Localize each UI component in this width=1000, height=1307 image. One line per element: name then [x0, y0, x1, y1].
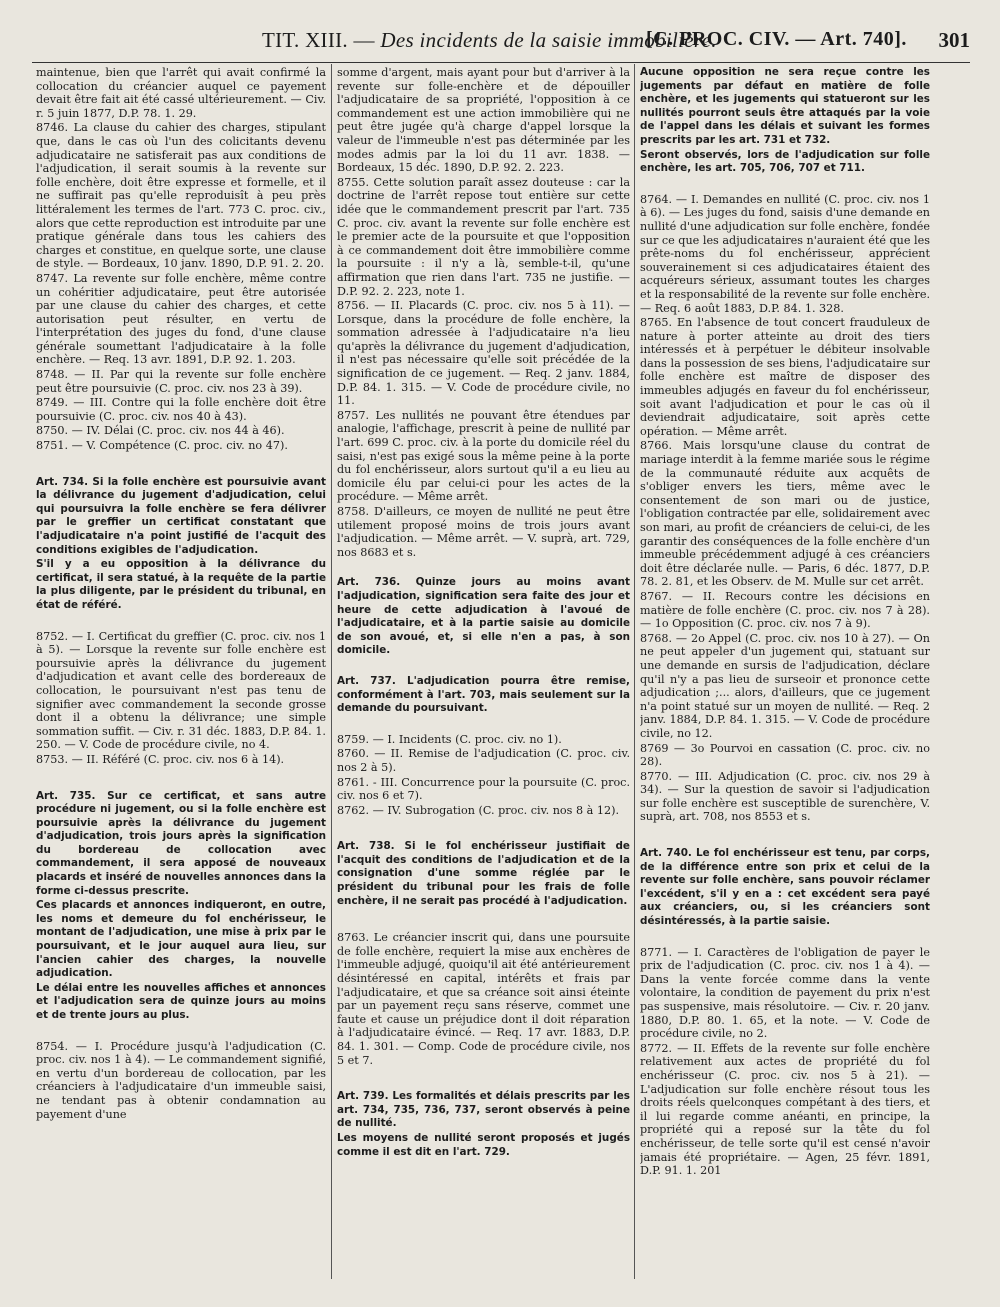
paragraph: 8747. La revente sur folle enchère, même contre un cohéritier adjudicataire, peut être autorisée par une clause du cahier des charges, et cette autorisation peut résulter, en vertu de l'interprétation des juges du fond, d'une clause générale soumettant l'adjudicataire à la folle enchère. — Req. 13 avr. 1891, D.P. 92. 1. 203.	[36, 271, 326, 367]
article-text: Le délai entre les nouvelles affiches et annonces et l'adjudication sera de quinze jours au moins et de trente jours au plus.	[36, 981, 326, 1021]
paragraph: 8756. — II. Placards (C. proc. civ. nos 5 à 11). — Lorsque, dans la procédure de folle enchère, la sommation adressée à l'adjudicataire n'a lieu qu'après la délivrance du jugement d'adjudication, il n'est pas nécessaire qu'elle soit précédée de la signification de ce jugement. — Req. 2 janv. 1884, D.P. 84. 1. 315. — V. Code de procédure civile, no 11.	[337, 299, 630, 408]
article-text: Art. 740. Le fol enchérisseur est tenu, par corps, de la différence entre son prix et celui de la revente sur folle enchère, sans pouvoir réclamer l'excédent, s'il y en a : cet excédent sera payé aux créanciers, ou, si les créanciers sont désintéressés, à la partie saisie.	[640, 847, 930, 928]
paragraph: 8761. - III. Concurrence pour la poursuite (C. proc. civ. nos 6 et 7).	[337, 775, 630, 803]
paragraph: 8760. — II. Remise de l'adjudication (C. proc. civ. nos 2 à 5).	[337, 747, 630, 774]
spacer	[337, 717, 630, 733]
column-left	[36, 66, 326, 1281]
paragraph: 8766. Mais lorsqu'une clause du contrat de mariage interdit à la femme mariée sous le régime de la communauté réduite aux acquêts de s'obliger envers les tiers, même avec le consentement de son mari ou de justice, l'obligation contractée par elle, solidairement avec son mari, au profit de créanciers de celui-ci, de les garantir des conséquences de la folle enchère d'un immeuble précédemment adjugé à ces créanciers doit être déclarée nulle. — Paris, 6 déc. 1877, D.P. 78. 2. 81, et les Observ. de M. Mulle sur cet arrêt.	[640, 439, 930, 589]
title-part: TIT. XIII. —	[262, 28, 375, 52]
paragraph: 8767. — II. Recours contre les décisions en matière de folle enchère (C. proc. civ. nos 7 à 28). — 1o Opposition (C. proc. civ. nos 7 à 9).	[640, 589, 930, 631]
paragraph: 8755. Cette solution paraît assez douteuse : car la doctrine de l'arrêt repose tout entière sur cette idée que le commandement prescrit par l'art. 735 C. proc. civ. avant la revente sur folle enchère est le premier acte de la poursuite et que l'opposition à ce commandement doit être immobilière comme la poursuite : il n'y a là, semble-t-il, qu'une affirmation que rien dans l'art. 735 ne justifie. — D.P. 92. 2. 223, note 1.	[337, 175, 630, 298]
column-divider-2	[634, 64, 635, 1279]
article-text: Art. 735. Sur ce certificat, et sans autre procédure ni jugement, ou si la folle enchère est poursuivie après la délivrance du jugement d'adjudication, trois jours après la signification du bordereau de collocation avec commandement, il sera apposé de nouveaux placards et inséré de nouvelles annonces dans la forme ci-dessus prescrite.	[36, 789, 326, 897]
spacer	[337, 818, 630, 840]
paragraph: 8769 — 3o Pourvoi en cassation (C. proc. civ. no 28).	[640, 741, 930, 769]
paragraph: 8753. — II. Référé (C. proc. civ. nos 6 à 14).	[36, 752, 285, 766]
paragraph: 8762. — IV. Subrogation (C. proc. civ. nos 8 à 12).	[337, 803, 619, 817]
article-text: Ces placards et annonces indiqueront, en outre, les noms et demeure du fol enchérisseur, le montant de l'adjudication, une mise à prix par le poursuivant, et le jour auquel aura lieu, sur l'ancien cahier des charges, la nouvelle adjudication.	[36, 899, 326, 980]
article-text: Aucune opposition ne sera reçue contre les jugements par défaut en matière de folle enchère, et les jugements qui statueront sur les nullités pourront seuls être attaqués par la voie de l'appel dans les délais et suivant les formes prescrits par les art. 731 et 732.	[640, 66, 930, 146]
column-divider-1	[331, 64, 332, 1279]
paragraph: 8758. D'ailleurs, ce moyen de nullité ne peut être utilement proposé moins de trois jours avant l'adjudication. — Même arrêt. — V. suprà, art. 729, nos 8683 et s.	[337, 505, 630, 559]
spacer	[640, 177, 930, 193]
article-reference: [C. PROC. CIV. — Art. 740].	[646, 28, 907, 50]
paragraph: 8770. — III. Adjudication (C. proc. civ. nos 29 à 34). — Sur la question de savoir si l'adjudication sur folle enchère est susceptible de surenchère, V. suprà, art. 708, nos 8553 et s.	[640, 769, 930, 824]
column-middle	[337, 66, 630, 1281]
title-italic: Des incidents de la saisie immobilière.	[380, 28, 717, 52]
paragraph: 8772. — II. Effets de la revente sur folle enchère relativement aux actes de propriété du fol enchérisseur (C. proc. civ. nos 5 à 21). — L'adjudication sur folle enchère résout tous les droits réels quelconques compétant à des tiers, et il lui regarde comme anéanti, en principe, la propriété qui a reposé sur la tête du fol enchérisseur, de telle sorte qu'il est censé n'avoir jamais été propriétaire. — Agen, 25 févr. 1891, D.P. 91. 1. 201	[640, 1041, 930, 1178]
article-text: Art. 734. Si la folle enchère est poursuivie avant la délivrance du jugement d'adjudication, celui qui poursuivra la folle enchère se fera délivrer par le greffier un certificat constatant que l'adjudicataire n'a point justifié de l'acquit des conditions exigibles de l'adjudication.	[36, 475, 326, 556]
article-text: S'il y a eu opposition à la délivrance du certificat, il sera statué, à la requête de la partie la plus diligente, par le président du tribunal, en état de référé.	[36, 558, 326, 611]
spacer	[640, 930, 930, 946]
paragraph: 8750. — IV. Délai (C. proc. civ. nos 44 à 46).	[36, 424, 285, 438]
paragraph: 8754. — I. Procédure jusqu'à l'adjudication (C. proc. civ. nos 1 à 4). — Le commandement signifié, en vertu d'un bordereau de collocation, par les créanciers à l'adjudicataire d'un immeuble saisi, ne tendant pas à obtenir condamnation au payement d'une	[36, 1039, 326, 1121]
paragraph: 8749. — III. Contre qui la folle enchère doit être poursuivie (C. proc. civ. nos 40 à 43).	[36, 396, 326, 423]
paragraph: 8765. En l'absence de tout concert frauduleux de nature à porter atteinte au droit des tiers intéressés et à perpétuer le débiteur insolvable dans la possession de ses biens, l'adjudicataire sur folle enchère est maître de disposer des immeubles adjugés en faveur du fol enchérisseur, soit avant l'adjudication et pour le cas où il deviendrait adjudicataire, soit après cette opération. — Même arrêt.	[640, 316, 930, 438]
spacer	[36, 1024, 326, 1040]
paragraph: 8763. Le créancier inscrit qui, dans une poursuite de folle enchère, requiert la mise aux enchères de l'immeuble adjugé, quoiqu'il ait été antérieurement désintéressé en capital, intérêts et frais par l'adjudicataire, et que sa créance soit ainsi éteinte par un payement reçu sans réserve, commet une faute et cause un préjudice dont il doit réparation à l'adjudicataire évincé. — Req. 17 avr. 1883, D.P. 84. 1. 301. — Comp. Code de procédure civile, nos 5 et 7.	[337, 931, 630, 1067]
spacer	[640, 825, 930, 847]
article-text: Les moyens de nullité seront proposés et jugés comme il est dit en l'art. 729.	[337, 1131, 630, 1158]
paragraph: 8759. — I. Incidents (C. proc. civ. no 1).	[337, 732, 562, 746]
paragraph: 8757. Les nullités ne pouvant être étendues par analogie, l'affichage, prescrit à peine de nullité par l'art. 699 C. proc. civ. à la porte du domicile réel du saisi, n'est pas exigé sous la même peine à la porte du fol enchérisseur, alors surtout qu'il a eu lieu au domicile élu par celui-ci pour les actes de la procédure. — Même arrêt.	[337, 408, 630, 504]
paragraph: 8771. — I. Caractères de l'obligation de payer le prix de l'adjudication (C. proc. civ. nos 1 à 4). — Dans la vente forcée comme dans la vente volontaire, la condition de payement du prix n'est pas suspensive, mais résolutoire. — Civ. r. 20 janv. 1880, D.P. 80. 1. 65, et la note. — V. Code de procédure civile, no 2.	[640, 945, 930, 1041]
paragraph: 8768. — 2o Appel (C. proc. civ. nos 10 à 27). — On ne peut appeler d'un jugement qui, statuant sur une demande en sursis de l'adjudication, déclare qu'il n'y a pas lieu de surseoir et prononce cette adjudication ;... alors, d'ailleurs, que ce jugement n'a point statué sur un moyen de nullité. — Req. 2 janv. 1884, D.P. 84. 1. 315. — V. Code de procédure civile, no 12.	[640, 631, 930, 740]
spacer	[36, 768, 326, 790]
spacer	[337, 909, 630, 931]
spacer	[36, 614, 326, 630]
column-right	[640, 66, 930, 1281]
paragraph: 8748. — II. Par qui la revente sur folle enchère peut être poursuivie (C. proc. civ. nos 23 à 39).	[36, 368, 326, 395]
spacer	[337, 659, 630, 675]
spacer	[36, 454, 326, 476]
paragraph: 8751. — V. Compétence (C. proc. civ. no 47).	[36, 439, 288, 453]
paragraph: maintenue, bien que l'arrêt qui avait confirmé la collocation du créancier auquel ce payement devait être fait ait été cassé ultérieurement. — Civ. r. 5 juin 1877, D.P. 78. 1. 29.	[36, 66, 326, 120]
paragraph: 8764. — I. Demandes en nullité (C. proc. civ. nos 1 à 6). — Les juges du fond, saisis d'une demande en nullité d'une adjudication sur folle enchère, fondée sur ce que les adjudicataires n'auraient été que les prête-noms du fol enchérisseur, apprécient souverainement si ces adjudicataires étaient des acquéreurs sérieux, assumant toutes les charges et la responsabilité de la revente sur folle enchère. — Req. 6 août 1883, D.P. 84. 1. 328.	[640, 192, 930, 315]
page-header	[30, 24, 970, 58]
header-rule	[32, 62, 970, 63]
article-text: Art. 736. Quinze jours au moins avant l'adjudication, signification sera faite des jour et heure de cette adjudication à l'avoué de l'adjudicataire, et à la partie saisie au domicile de son avoué, et, si elle n'en a pas, à son domicile.	[337, 576, 630, 657]
article-text: Seront observés, lors de l'adjudication sur folle enchère, les art. 705, 706, 707 et 711.	[640, 148, 930, 175]
paragraph: somme d'argent, mais ayant pour but d'arriver à la revente sur folle-enchère et de dépouiller l'adjudicataire de sa propriété, l'opposition à ce commandement est une action immobilière qui ne peut être jugée qu'à charge d'appel lorsque la valeur de l'immeuble n'est pas déterminée par les modes admis par la loi du 11 avr. 1838. — Bordeaux, 15 déc. 1890, D.P. 92. 2. 223.	[337, 66, 630, 175]
spacer	[337, 1068, 630, 1090]
article-text: Art. 737. L'adjudication pourra être remise, conformément à l'art. 703, mais seulement sur la demande du poursuivant.	[337, 674, 630, 715]
page-number: 301	[938, 28, 970, 52]
article-text: Art. 739. Les formalités et délais prescrits par les art. 734, 735, 736, 737, seront observés à peine de nullité.	[337, 1090, 630, 1130]
article-text: Art. 738. Si le fol enchérisseur justifiait de l'acquit des conditions de l'adjudication et de la consignation d'une somme réglée par le président du tribunal pour les frais de folle enchère, il ne serait pas procédé à l'adjudication.	[337, 840, 630, 907]
paragraph: 8752. — I. Certificat du greffier (C. proc. civ. nos 1 à 5). — Lorsque la revente sur folle enchère est poursuivie après la délivrance du jugement d'adjudication et avant celle des bordereaux de collocation, le poursuivant n'est pas tenu de signifier avec commandement la seconde grosse dont il a obtenu la délivrance; une simple sommation suffit. — Civ. r. 31 déc. 1883, D.P. 84. 1. 250. — V. Code de procédure civile, no 4.	[36, 629, 326, 752]
paragraph: 8746. La clause du cahier des charges, stipulant que, dans le cas où l'un des colicitants devenu adjudicataire ne satisferait pas aux conditions de l'adjudication, il serait soumis à la revente sur folle enchère, doit être expresse et formelle, et il ne suffirait pas qu'elle reproduisît à peu près littéralement les termes de l'art. 773 C. proc. civ., alors que cette reproduction est introduite par une pratique générale dans tous les cahiers des charges et constitue, en quelque sorte, une clause de style. — Bordeaux, 10 janv. 1890, D.P. 91. 2. 20.	[36, 121, 326, 271]
spacer	[337, 560, 630, 576]
